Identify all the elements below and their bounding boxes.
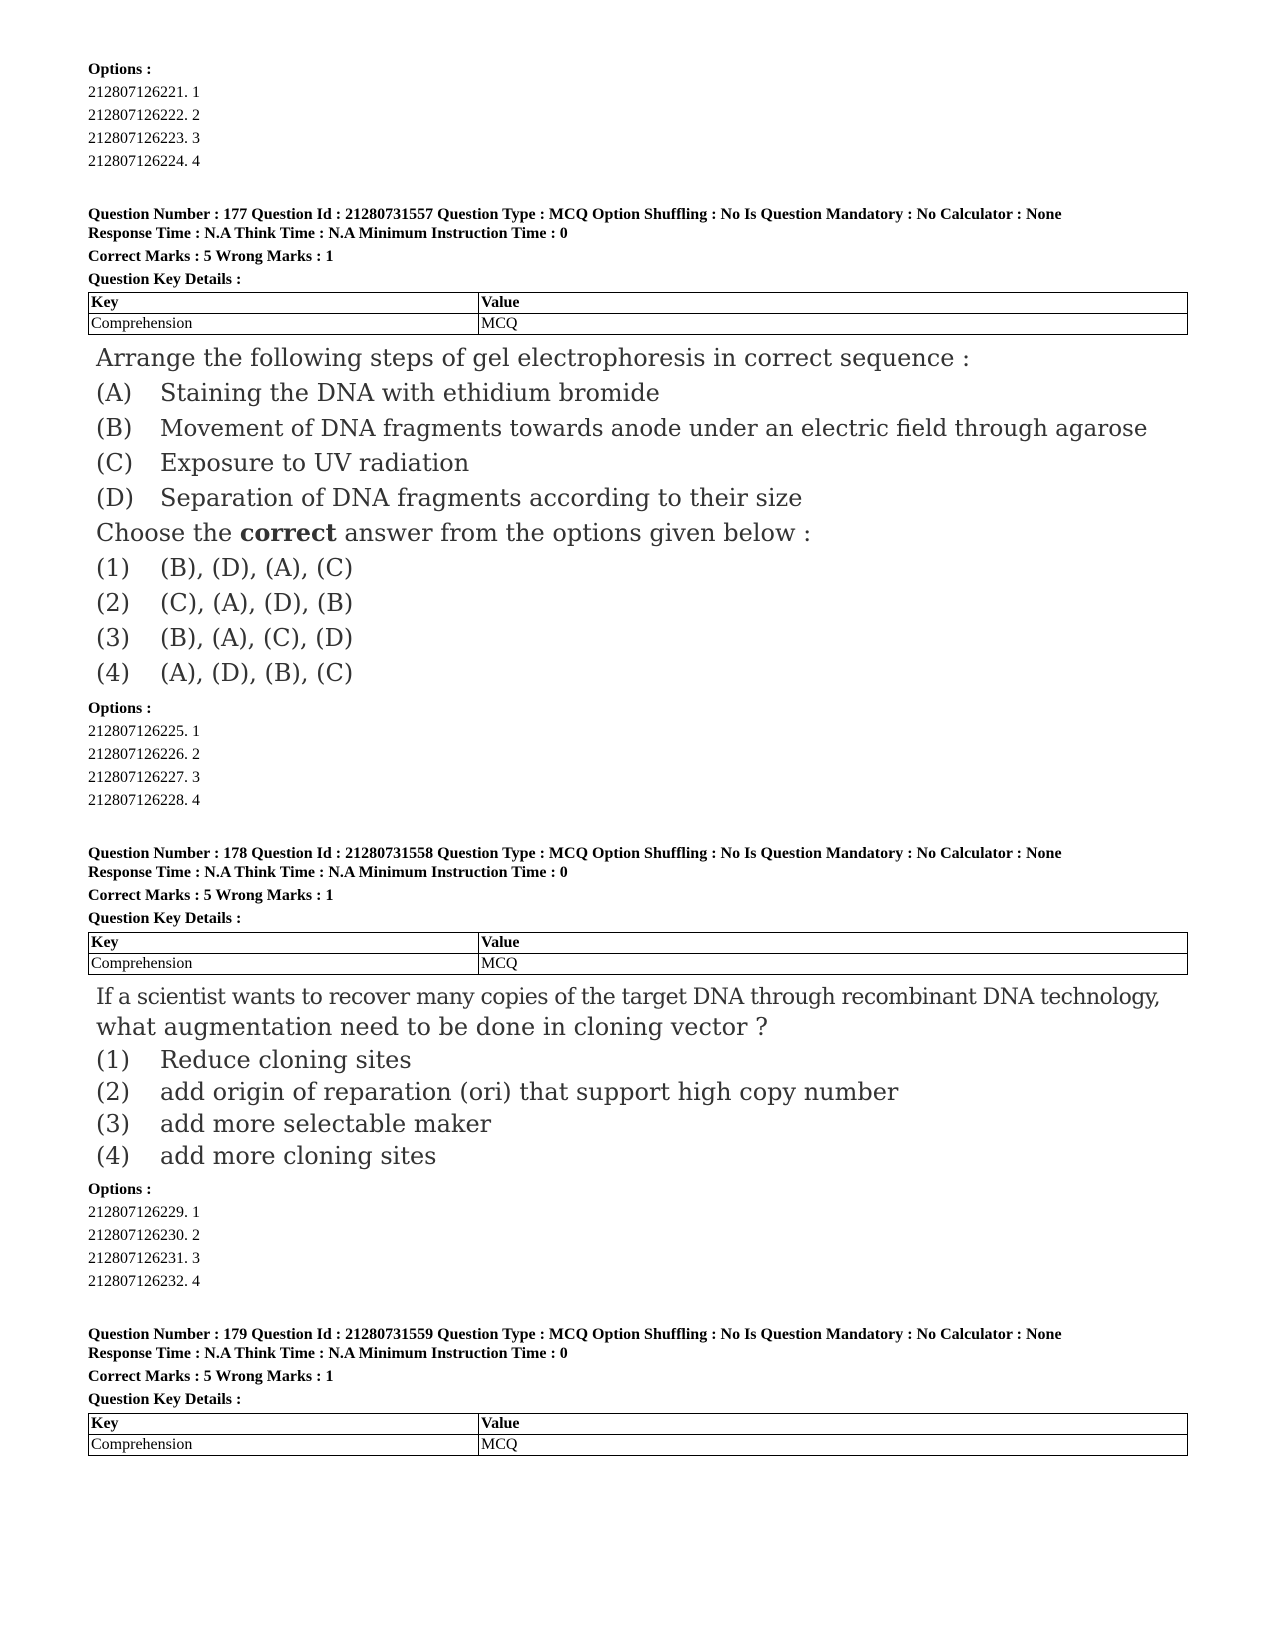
question-meta: Question Number : 178 Question Id : 21280731558 Question Type : MCQ Option Shuffling : No Is Question Mandatory : No Calculator : None <box>88 845 1062 862</box>
key-header: Key <box>89 293 479 314</box>
key-cell: Comprehension <box>89 1435 479 1456</box>
option-item: 212807126229. 1 <box>88 1204 200 1221</box>
option-item: 212807126227. 3 <box>88 769 200 786</box>
value-header: Value <box>479 933 1188 954</box>
option-item: 212807126223. 3 <box>88 130 200 147</box>
option-item: 212807126225. 1 <box>88 723 200 740</box>
key-header: Key <box>89 1414 479 1435</box>
answer-label: (4) <box>96 659 130 687</box>
question-meta: Question Number : 179 Question Id : 21280731559 Question Type : MCQ Option Shuffling : No Is Question Mandatory : No Calculator : None <box>88 1326 1062 1343</box>
answer-text: (B), (A), (C), (D) <box>160 624 354 652</box>
key-details-table <box>88 932 1188 975</box>
key-details-label: Question Key Details : <box>88 910 242 927</box>
answer-label: (2) <box>96 1078 130 1106</box>
question-text: If a scientist wants to recover many copies of the target DNA through recombinant DNA technology, <box>96 985 1161 1010</box>
choose-instruction <box>96 518 811 548</box>
option-item: 212807126230. 2 <box>88 1227 200 1244</box>
step-label: (C) <box>96 449 134 477</box>
key-details-table <box>88 1413 1188 1456</box>
answer-text: (A), (D), (B), (C) <box>160 659 354 687</box>
option-item: 212807126222. 2 <box>88 107 200 124</box>
answer-text: add origin of reparation (ori) that support high copy number <box>160 1078 899 1106</box>
step-text: Movement of DNA fragments towards anode under an electric field through agarose <box>160 416 1148 442</box>
step-label: (D) <box>96 484 134 512</box>
key-header: Key <box>89 933 479 954</box>
question-timing: Response Time : N.A Think Time : N.A Minimum Instruction Time : 0 <box>88 864 568 881</box>
option-item: 212807126221. 1 <box>88 84 200 101</box>
option-item: 212807126231. 3 <box>88 1250 200 1267</box>
value-cell: MCQ <box>479 314 1188 335</box>
step-text: Exposure to UV radiation <box>160 449 470 477</box>
option-item: 212807126228. 4 <box>88 792 200 809</box>
answer-label: (3) <box>96 1110 130 1138</box>
answer-text: (C), (A), (D), (B) <box>160 589 354 617</box>
options-label: Options : <box>88 1181 152 1198</box>
key-cell: Comprehension <box>89 954 479 975</box>
question-marks: Correct Marks : 5 Wrong Marks : 1 <box>88 1368 334 1385</box>
options-label: Options : <box>88 700 152 717</box>
key-cell: Comprehension <box>89 314 479 335</box>
answer-label: (1) <box>96 554 130 582</box>
answer-label: (3) <box>96 624 130 652</box>
option-item: 212807126226. 2 <box>88 746 200 763</box>
question-marks: Correct Marks : 5 Wrong Marks : 1 <box>88 248 334 265</box>
question-text: what augmentation need to be done in cloning vector ? <box>96 1013 768 1041</box>
key-details-label: Question Key Details : <box>88 271 242 288</box>
answer-text: add more selectable maker <box>160 1110 492 1138</box>
question-timing: Response Time : N.A Think Time : N.A Minimum Instruction Time : 0 <box>88 1345 568 1362</box>
answer-label: (2) <box>96 589 130 617</box>
value-header: Value <box>479 1414 1188 1435</box>
answer-text: (B), (D), (A), (C) <box>160 554 354 582</box>
choose-text: answer from the options given below : <box>336 519 812 547</box>
options-label: Options : <box>88 61 152 78</box>
question-text: Arrange the following steps of gel electrophoresis in correct sequence : <box>96 344 971 372</box>
question-meta: Question Number : 177 Question Id : 21280731557 Question Type : MCQ Option Shuffling : No Is Question Mandatory : No Calculator : None <box>88 206 1062 223</box>
key-details-table <box>88 292 1188 335</box>
step-label: (A) <box>96 379 133 407</box>
option-item: 212807126224. 4 <box>88 153 200 170</box>
key-details-label: Question Key Details : <box>88 1391 242 1408</box>
answer-text: add more cloning sites <box>160 1142 437 1170</box>
answer-label: (4) <box>96 1142 130 1170</box>
question-marks: Correct Marks : 5 Wrong Marks : 1 <box>88 887 334 904</box>
question-timing: Response Time : N.A Think Time : N.A Minimum Instruction Time : 0 <box>88 225 568 242</box>
value-cell: MCQ <box>479 954 1188 975</box>
step-label: (B) <box>96 414 133 442</box>
answer-text: Reduce cloning sites <box>160 1046 412 1074</box>
step-text: Staining the DNA with ethidium bromide <box>160 379 660 407</box>
value-cell: MCQ <box>479 1435 1188 1456</box>
choose-emphasis: correct <box>239 518 337 547</box>
value-header: Value <box>479 293 1188 314</box>
choose-text: Choose the <box>96 519 240 547</box>
option-item: 212807126232. 4 <box>88 1273 200 1290</box>
step-text: Separation of DNA fragments according to their size <box>160 484 803 512</box>
answer-label: (1) <box>96 1046 130 1074</box>
